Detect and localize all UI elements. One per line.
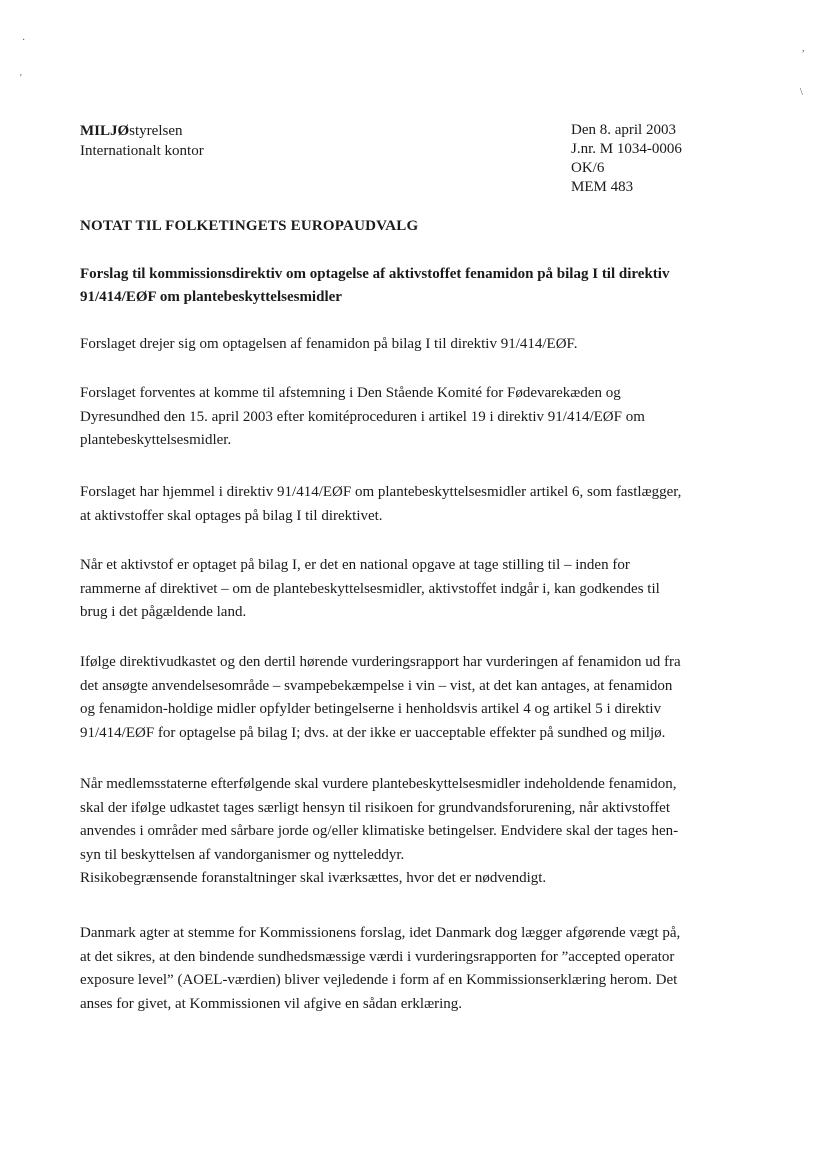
paragraph-line: rammerne af direktivet – om de plantebeskyttelsesmidler, aktivstoffet indgår i, kan godkendes til — [80, 580, 660, 597]
scan-speck: , — [802, 43, 805, 54]
paragraph-line: Forslaget drejer sig om optagelsen af fenamidon på bilag I til direktiv 91/414/EØF. — [80, 336, 578, 352]
subject-title — [80, 263, 760, 309]
paragraph-line: og fenamidon-holdige midler opfylder betingelserne i henholdsvis artikel 4 og artikel 5 i direktiv — [80, 701, 662, 717]
document-date: Den 8. april 2003 — [571, 122, 676, 138]
paragraph-2 — [80, 382, 762, 453]
paragraph-line: 91/414/EØF for optagelse på bilag I; dvs. at der ikke er uacceptable effekter på sundhed og miljø. — [80, 724, 666, 741]
paragraph-line: Når et aktivstof er optaget på bilag I, er det en national opgave at tage stilling til – inden for — [80, 557, 630, 573]
paragraph-line: at det sikres, at den bindende sundhedsmæssige værdi i vurderingsrapporten for ”accepted operator — [80, 948, 675, 965]
paragraph-line: Dyresundhed den 15. april 2003 efter komitéproceduren i artikel 19 i direktiv 91/414/EØF om — [80, 408, 645, 425]
paragraph-line: Forslaget har hjemmel i direktiv 91/414/EØF om plantebeskyttelsesmidler artikel 6, som fastlægger, — [80, 484, 682, 500]
paragraph-line: skal der ifølge udkastet tages særligt hensyn til risikoen for grundvandsforurening, når aktivstoffet — [80, 799, 671, 816]
paragraph-3 — [80, 481, 762, 528]
paragraph-line: syn til beskyttelsen af vandorganismer og nytteleddyr. — [80, 846, 405, 863]
paragraph-6 — [80, 773, 762, 891]
paragraph-line: Danmark agter at stemme for Kommissionens forslag, idet Danmark dog lægger afgørende vægt på, — [80, 925, 681, 941]
paragraph-5 — [80, 651, 762, 745]
paragraph-1 — [80, 333, 762, 357]
paragraph-line: at aktivstoffer skal optages på bilag I til direktivet. — [80, 507, 383, 524]
mem-number: MEM 483 — [571, 179, 634, 195]
meta-block — [571, 121, 682, 197]
scan-speck: ' — [20, 73, 22, 84]
paragraph-line: Når medlemsstaterne efterfølgende skal vurdere plantebeskyttelsesmidler indeholdende fenamidon, — [80, 776, 677, 792]
scan-speck: · — [22, 35, 26, 46]
paragraph-line: det ansøgte anvendelsesområde – svampebekæmpelse i vin – vist, at det kan antages, at fenamidon — [80, 677, 673, 694]
paragraph-line: brug i det pågældende land. — [80, 604, 247, 620]
sender-office: Internationalt kontor — [80, 143, 204, 159]
scan-speck: \ — [800, 87, 803, 98]
paragraph-line: anses for givet, at Kommissionen vil afgive en sådan erklæring. — [80, 995, 462, 1012]
reference-code: OK/6 — [571, 160, 605, 176]
paragraph-line: exposure level” (AOEL-værdien) bliver vejledende i form af en Kommissionserklæring herom. Det — [80, 972, 678, 988]
subject-line: Forslag til kommissionsdirektiv om optagelse af aktivstoffet fenamidon på bilag I til direktiv — [80, 266, 670, 282]
paragraph-7 — [80, 922, 762, 1016]
paragraph-line: Risikobegrænsende foranstaltninger skal iværksættes, hvor det er nødvendigt. — [80, 870, 547, 886]
paragraph-4 — [80, 554, 762, 625]
paragraph-line: Ifølge direktivudkastet og den dertil hørende vurderingsrapport har vurderingen af fenamidon ud fra — [80, 654, 681, 670]
paragraph-line: Forslaget forventes at komme til afstemning i Den Stående Komité for Fødevarekæden og — [80, 385, 621, 401]
document-heading: NOTAT TIL FOLKETINGETS EUROPAUDVALG — [80, 218, 419, 234]
journal-number: J.nr. M 1034-0006 — [571, 141, 682, 157]
sender-block — [80, 121, 204, 161]
sender-organization — [80, 121, 204, 141]
paragraph-line: plantebeskyttelsesmidler. — [80, 432, 232, 448]
sender-org-rest: styrelsen — [129, 123, 183, 139]
paragraph-line: anvendes i områder med sårbare jorde og/eller klimatiske betingelser. Endvidere skal der tages hen- — [80, 823, 679, 839]
subject-line: 91/414/EØF om plantebeskyttelsesmidler — [80, 289, 342, 305]
sender-org-bold: MILJØ — [80, 123, 130, 139]
